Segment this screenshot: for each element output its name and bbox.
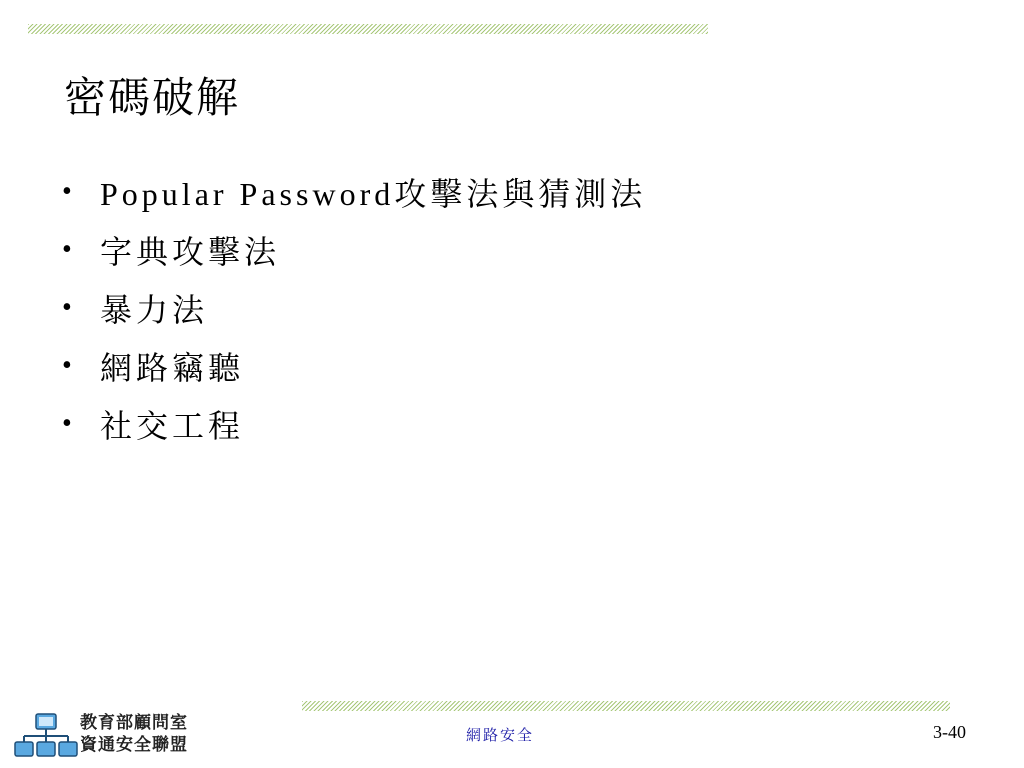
bullet-item <box>62 163 646 221</box>
bullet-symbol: • <box>62 408 72 439</box>
bullet-item <box>62 395 646 453</box>
bullet-list <box>62 163 646 453</box>
logo-text <box>80 712 188 756</box>
bullet-text: 社交工程 <box>100 408 245 444</box>
bullet-symbol: • <box>62 292 72 323</box>
bullet-text: Popular Password攻擊法與猜測法 <box>100 176 647 212</box>
page-number: 3-40 <box>933 722 966 742</box>
bullet-item <box>62 279 646 337</box>
bullet-text: 網路竊聽 <box>100 350 245 386</box>
bullet-item <box>62 221 646 279</box>
bullet-symbol: • <box>62 350 72 381</box>
slide-title: 密碼破解 <box>64 73 241 122</box>
bullet-symbol: • <box>62 176 72 207</box>
bottom-decorative-stripe <box>302 701 950 711</box>
organization-logo <box>14 712 214 762</box>
top-decorative-stripe <box>28 24 708 34</box>
bullet-text: 字典攻擊法 <box>100 234 281 270</box>
logo-line-1: 教育部顧問室 <box>80 713 188 733</box>
logo-line-2: 資通安全聯盟 <box>80 735 188 755</box>
bullet-item <box>62 337 646 395</box>
network-icon <box>14 712 78 760</box>
bullet-text: 暴力法 <box>100 292 209 328</box>
footer-course-title: 網路安全 <box>466 726 535 744</box>
bullet-symbol: • <box>62 234 72 265</box>
